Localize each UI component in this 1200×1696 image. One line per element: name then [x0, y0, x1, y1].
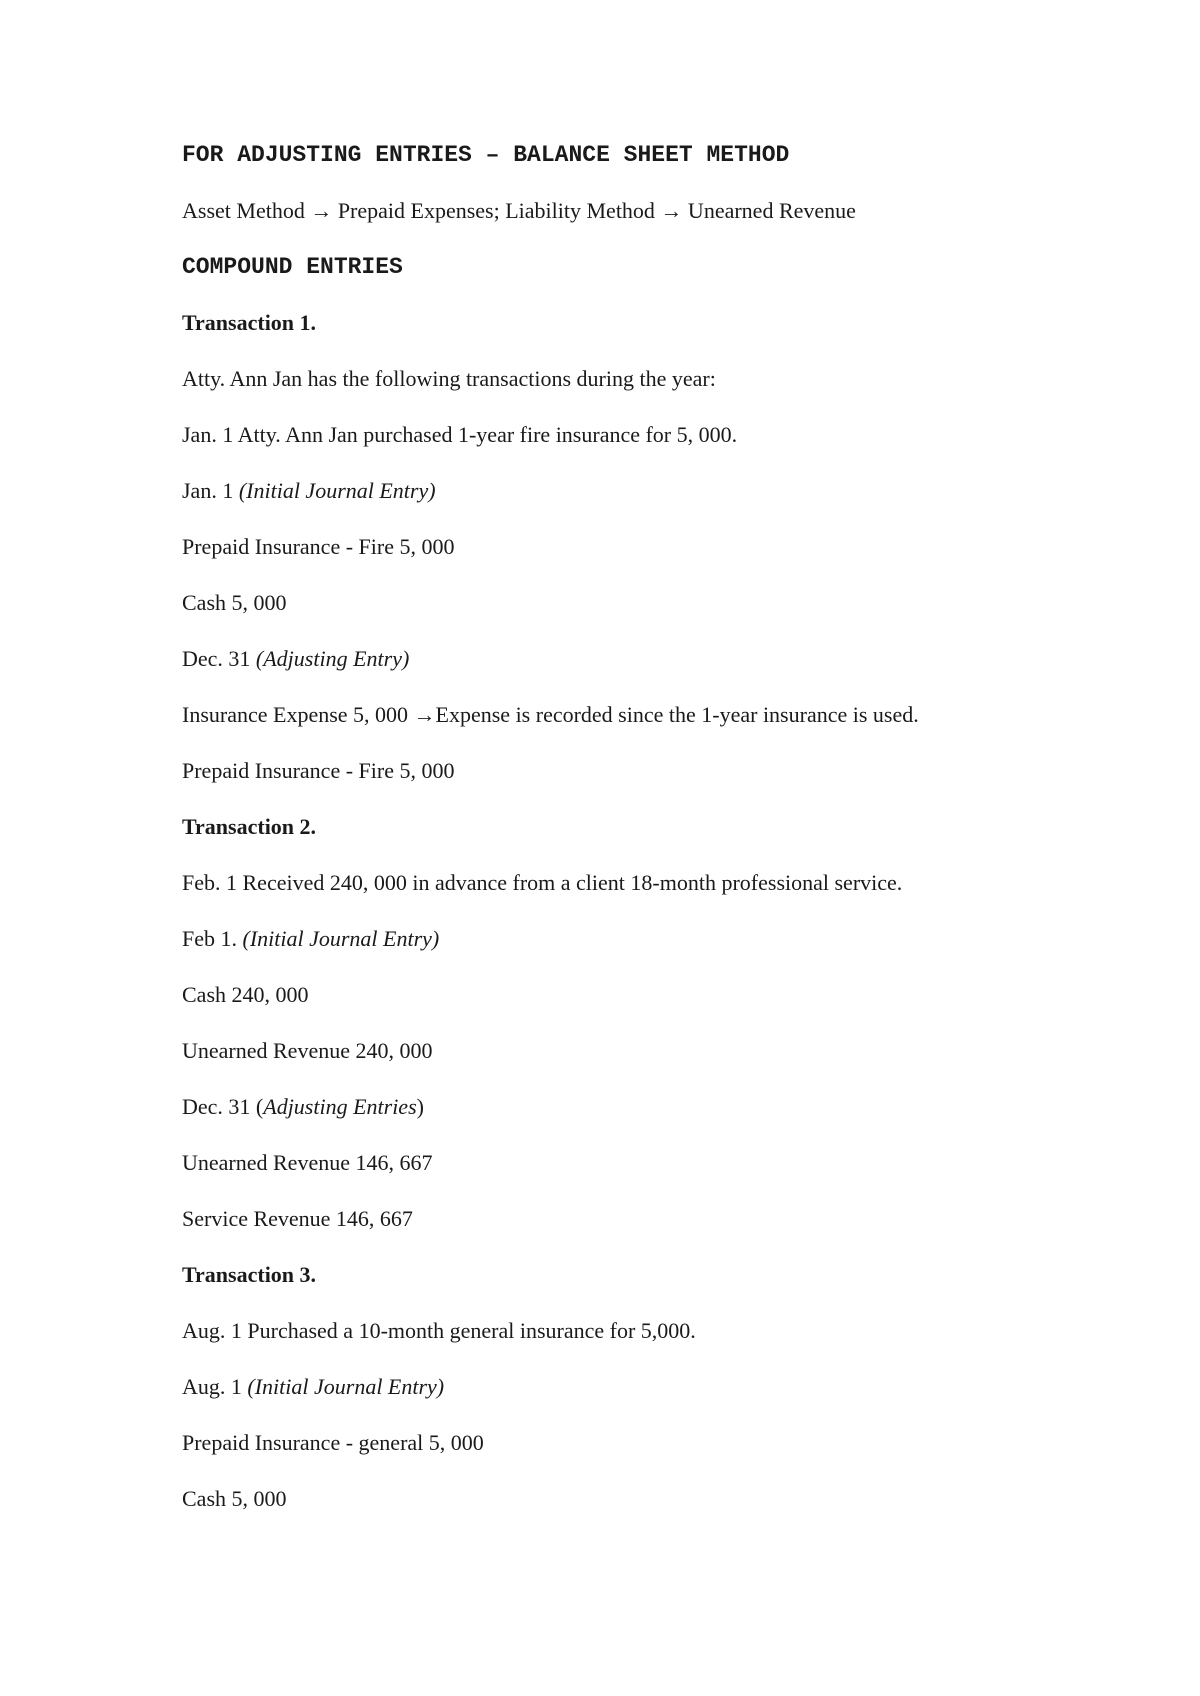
- entry-date: Aug. 1: [182, 1374, 248, 1399]
- entry-type-label: (Initial Journal Entry): [238, 478, 436, 503]
- entry-date: Jan. 1: [182, 478, 239, 503]
- transaction-3-initial-heading: [182, 1372, 1122, 1402]
- transaction-2-event: Feb. 1 Received 240, 000 in advance from a client 18-month professional service.: [182, 870, 903, 895]
- transaction-1-initial-debit: Prepaid Insurance - Fire 5, 000: [182, 534, 455, 559]
- section-heading-adjusting-entries: FOR ADJUSTING ENTRIES – BALANCE SHEET METHOD: [182, 142, 790, 168]
- methods-line: Asset Method → Prepaid Expenses; Liability Method → Unearned Revenue: [182, 198, 856, 223]
- transaction-2-initial-heading: [182, 924, 1122, 954]
- section-heading-compound-entries: COMPOUND ENTRIES: [182, 254, 403, 280]
- closing-paren: ): [416, 1094, 424, 1119]
- transaction-1-event: Jan. 1 Atty. Ann Jan purchased 1-year fire insurance for 5, 000.: [182, 422, 738, 447]
- transaction-2-adjusting-heading: [182, 1092, 1122, 1122]
- transaction-2-adjusting-credit: Service Revenue 146, 667: [182, 1206, 413, 1231]
- entry-type-label: Adjusting Entries: [263, 1094, 417, 1119]
- entry-type-label: (Initial Journal Entry): [247, 1374, 445, 1399]
- transaction-1-initial-credit: Cash 5, 000: [182, 590, 287, 615]
- transaction-1-adjusting-credit: Prepaid Insurance - Fire 5, 000: [182, 758, 455, 783]
- transaction-2-title: Transaction 2.: [182, 814, 317, 839]
- transaction-3-initial-debit: Prepaid Insurance - general 5, 000: [182, 1430, 484, 1455]
- transaction-3-event: Aug. 1 Purchased a 10-month general insurance for 5,000.: [182, 1318, 696, 1343]
- transaction-2-initial-debit: Cash 240, 000: [182, 982, 309, 1007]
- transaction-1-title: Transaction 1.: [182, 310, 317, 335]
- transaction-3-title: Transaction 3.: [182, 1262, 317, 1287]
- transaction-2-adjusting-debit: Unearned Revenue 146, 667: [182, 1150, 433, 1175]
- transaction-3-initial-credit: Cash 5, 000: [182, 1486, 287, 1511]
- entry-type-label: (Initial Journal Entry): [242, 926, 440, 951]
- document-body: [182, 140, 1122, 1540]
- entry-type-label: (Adjusting Entry): [255, 646, 410, 671]
- transaction-1-adjusting-debit: Insurance Expense 5, 000 →Expense is recorded since the 1-year insurance is used.: [182, 702, 919, 727]
- transaction-1-initial-heading: [182, 476, 1122, 506]
- entry-date: Feb 1.: [182, 926, 243, 951]
- transaction-1-adjusting-heading: [182, 644, 1122, 674]
- entry-date: Dec. 31 (: [182, 1094, 264, 1119]
- entry-date: Dec. 31: [182, 646, 256, 671]
- transaction-1-intro: Atty. Ann Jan has the following transactions during the year:: [182, 366, 716, 391]
- transaction-2-initial-credit: Unearned Revenue 240, 000: [182, 1038, 433, 1063]
